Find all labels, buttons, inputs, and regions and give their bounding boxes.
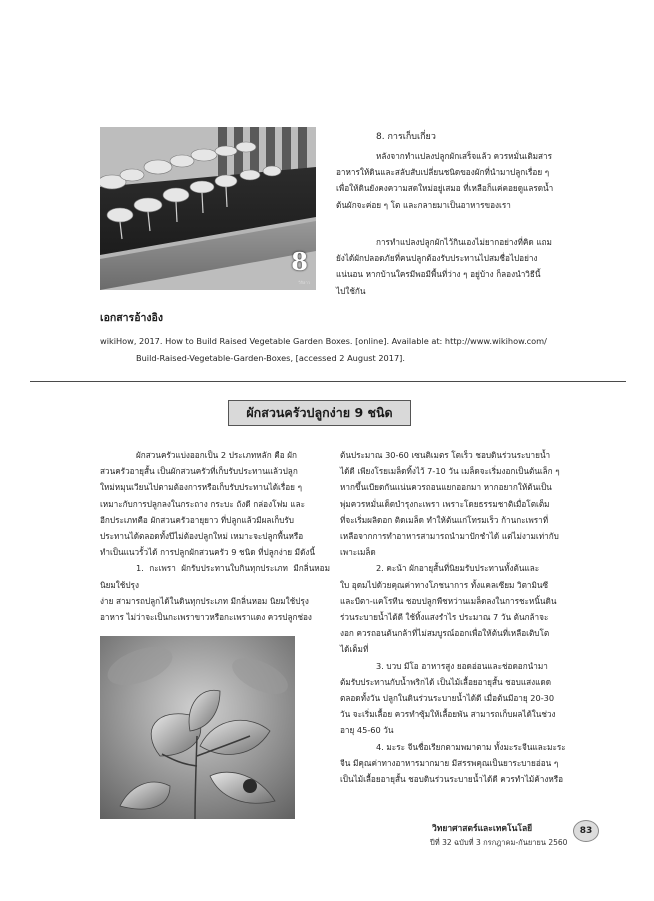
text-line: ได้เต็มที่ [340,644,369,655]
basil-photo [100,636,295,819]
text-line: หลังจากทำแปลงปลูกผักเสร็จแล้ว ควรหมั่นเติมสาร [376,151,553,161]
text-line: 4. มะระ จีนชื่อเรียกตามพมาตาม ทั้งมะระจีนและมะระ [376,741,566,752]
raised-garden-photo [100,127,316,290]
reference-line-1: wikiHow, 2017. How to Build Raised Vegetable Garden Boxes. [online]. Available at: http://www.wikihow.com/ [100,336,547,346]
page-number: 83 [573,820,599,842]
article-title: ผักสวนครัวปลูกง่าย 9 ชนิด [228,400,411,426]
text-line: ตลอดทั้งวัน ปลูกในดินร่วนระบายน้ำได้ดี เมื่อต้นมีอายุ 20-30 [340,693,555,704]
text-line: ไปใช้กัน [336,285,366,296]
text-line: พุ่มควรหมั่นเด็ดบำรุงกะเพรา เพราะโดยธรรมชาติเมื่อโตเต็ม [340,498,550,509]
text-line: สวนครัวอายุสั้น เป็นผักสวนครัวที่เก็บรับประทานแล้วปลูก [100,466,298,477]
text-line: เหลือจากการทำอาหารสามารถนำมาปักชำได้ แต่ไม่งามเท่ากับ [340,531,559,542]
text-line: ใหม่หมุนเวียนไปตามต้องการหรือเก็บรับประทานได้เรื่อย ๆ [100,482,302,493]
photo-number-badge: 8 [291,247,308,276]
section-8-paragraph-2 [336,234,570,299]
text-line: 3. บวบ มีโอ อาหารสูง ยอดอ่อนและช่อดอกนำมา [376,660,548,671]
text-line: ผักสวนครัวแบ่งออกเป็น 2 ประเภทหลัก คือ ผัก [136,450,297,460]
text-line: และบีตา-แคโรทีน ชอบปลูกพืชหว่านเมล็ดลงในการชะหนิ้นดิน [340,595,557,606]
text-line: ต้นประมาณ 30-60 เซนติเมตร โตเร็ว ชอบดินร่วนระบายน้ำ [340,450,551,460]
issue-info: ปีที่ 32 ฉบับที่ 3 กรกฎาคม-กันยายน 2560 [430,838,568,847]
text-line: อีกประเภทคือ ผักสวนครัวอายุยาว ที่ปลูกแล้วมีผลเก็บรับ [100,514,295,525]
section-divider [30,381,626,382]
text-line: จีน มีคุณค่าทางอาหารมากมาย มีสรรพคุณเป็นยาระบายอ่อน ๆ [340,757,559,768]
text-line: วัน จะเริ่มเลื้อย ควรทำซุ้มให้เลื้อยพัน สามารถเก็บผลได้ในช่วง [340,709,556,720]
text-line: ทำเป็นแนวรั้วได้ การปลูกผักสวนครัว 9 ชนิด ที่ปลูกง่าย มีดังนี้ [100,547,315,558]
magazine-name: วิทยาศาสตร์และเทคโนโลยี [432,824,533,834]
section-8-title: 8. การเก็บเกี่ยว [376,132,436,142]
text-line: ประทานได้ตลอดทั้งปีไม่ต้องปลูกใหม่ เหมาะจะปลูกพื้นหรือ [100,531,304,542]
text-line: อาหารให้ดินและสลับสับเปลี่ยนชนิดของผักที่นำมาปลูกเรื่อย ๆ [336,167,550,178]
text-line: อาหาร ไม่ว่าจะเป็นกะเพราขาวหรือกะเพราแดง ควรปลูกช่อง [100,612,312,623]
raised-garden-illustration [100,127,316,290]
reference-line-2: Build-Raised-Vegetable-Garden-Boxes, [accessed 2 August 2017]. [136,353,405,363]
article-left-column [100,447,330,625]
text-line: งอก ควรถอนต้นกล้าที่ไม่สมบูรณ์ออกเพื่อให้ต้นที่เหลือเติบโต [340,628,550,639]
photo-credit: วิกิฮาว [298,280,310,285]
article-right-column [340,447,570,787]
text-line: ที่จะเริ่มผลิดอก ติดเมล็ด ทำให้ต้นแก่โทรมเร็ว ก้านกะเพราที่ [340,514,549,525]
text-line: ต้มรับประทานกับน้ำพริกได้ เป็นไม้เลื้อยอายุสั้น ชอบแสงแดด [340,676,552,687]
text-line: เหมาะกับการปลูกลงในกระถาง กระบะ ถังดี กล่องโฟม และ [100,498,305,509]
basil-leaves-illustration [100,636,295,819]
text-line: ต้นผักจะค่อย ๆ โต และกลายมาเป็นอาหารของเรา [336,199,511,210]
text-line: ได้ดี เพียงโรยเมล็ดทิ้งไว้ 7-10 วัน เมล็ดจะเริ่มงอกเป็นต้นเล็ก ๆ [340,466,560,477]
text-line: เพาะเมล็ด [340,547,376,558]
text-line: เป็นไม้เลื้อยอายุสั้น ชอบดินร่วนระบายน้ำได้ดี ควรทำไม้ค้างหรือ [340,774,564,785]
text-line: ร่วนระบายน้ำได้ดี ใช้ทิ้งแสงรำไร ประมาณ 7 วัน ต้นกล้าจะ [340,612,549,623]
text-line: หากขึ้นเบียดกันแน่นควรถอนแยกออกมา หากอยากให้ต้นเป็น [340,482,552,493]
references-heading: เอกสารอ้างอิง [100,312,163,324]
text-line: 2. คะน้า ผักอายุสั้นที่นิยมรับประทานทั้งต้นและ [376,563,540,574]
text-line: 1. กะเพรา ผักรับประทานใบกินทุกประเภท มีกลิ่นหอม นิยมใช้ปรุง [100,563,330,590]
text-line: เพื่อให้ดินยังคงความสดใหม่อยู่เสมอ ที่เหลือก็แค่คอยดูแลรดน้ำ [336,183,554,194]
text-line: การทำแปลงปลูกผักไว้กินเองไม่ยากอย่างที่คิด แถม [376,237,552,247]
text-line: แน่นอน หากบ้านใครมีพอมีพื้นที่ว่าง ๆ อยู่บ้าง ก็ลองนำวิธีนี้ [336,269,541,280]
text-line: ยังได้ผักปลอดภัยที่คนปลูกต้องรับประทานไปสมชื่อไปอย่าง [336,253,538,264]
text-line: อายุ 45-60 วัน [340,725,394,736]
text-line: ใบ อุดมไปด้วยคุณค่าทางโภชนาการ ทั้งแคลเซียม วิตามินซี [340,579,549,590]
section-8-paragraph-1 [336,148,570,213]
text-line: ง่าย สามารถปลูกได้ในดินทุกประเภท มีกลิ่นหอม นิยมใช้ปรุง [100,595,309,606]
